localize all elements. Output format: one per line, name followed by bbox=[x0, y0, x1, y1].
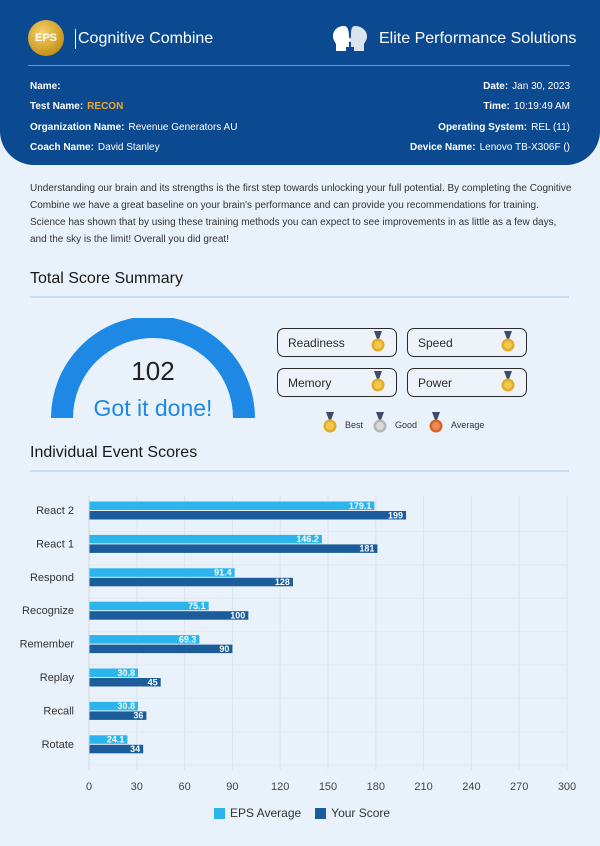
average-medal-icon bbox=[428, 412, 444, 434]
eps-average-bar bbox=[89, 502, 374, 511]
logo-text: EPS bbox=[34, 32, 57, 44]
organization-label: Organization Name: bbox=[30, 122, 125, 133]
category-label: React 2 bbox=[36, 505, 74, 517]
eps-average-swatch bbox=[214, 808, 225, 819]
x-tick-label: 150 bbox=[318, 781, 338, 793]
time-label: Time: bbox=[483, 101, 510, 112]
organization-field bbox=[30, 122, 237, 133]
eps-average-value-label: 69.3 bbox=[178, 634, 197, 645]
os-label: Operating System: bbox=[438, 122, 528, 133]
your-score-bar bbox=[89, 578, 293, 587]
best-medal-icon bbox=[500, 331, 516, 353]
events-title: Individual Event Scores bbox=[30, 444, 198, 461]
category-label: Recall bbox=[43, 705, 74, 718]
brain-heads-icon bbox=[330, 23, 370, 55]
os-field bbox=[438, 122, 570, 133]
date-field bbox=[483, 81, 570, 92]
date-value: Jan 30, 2023 bbox=[512, 81, 570, 92]
name-label: Name: bbox=[30, 81, 61, 92]
date-label: Date: bbox=[483, 81, 509, 92]
category-label: React 1 bbox=[36, 538, 74, 551]
eps-average-value-label: 179.1 bbox=[348, 500, 372, 511]
coach-label: Coach Name: bbox=[30, 142, 94, 153]
readiness-category bbox=[277, 328, 397, 357]
app-title: Cognitive Combine bbox=[78, 30, 214, 47]
readiness-label: Readiness bbox=[288, 336, 345, 350]
title-separator bbox=[75, 29, 76, 49]
eps-average-value-label: 91.4 bbox=[214, 567, 232, 578]
eps-average-bar bbox=[89, 568, 235, 577]
legend-good: Good bbox=[395, 420, 418, 430]
x-tick-label: 240 bbox=[462, 781, 481, 793]
legend-best: Best bbox=[345, 420, 364, 430]
intro-paragraph: Understanding our brain and its strengths is the first step towards unlocking your full potential. By completing the Cognitive Combine we have a great baseline on your brain's performance and can provide you recommendations for training. Science has shown that by using these training methods you can expect to see improvements in as little as a few days, and the sky is the limit! Overall you did great! bbox=[30, 183, 572, 245]
category-label: Remember bbox=[19, 638, 74, 651]
memory-label: Memory bbox=[288, 376, 332, 390]
best-medal-icon bbox=[370, 331, 386, 353]
good-medal-icon bbox=[372, 412, 388, 434]
x-tick-label: 210 bbox=[414, 781, 433, 793]
power-category bbox=[407, 368, 527, 397]
eps-average-value-label: 75.1 bbox=[188, 601, 206, 611]
chart-legend bbox=[214, 806, 390, 820]
your-score-value-label: 34 bbox=[130, 744, 141, 755]
your-score-value-label: 45 bbox=[147, 677, 158, 688]
x-tick-label: 270 bbox=[510, 781, 529, 793]
x-tick-label: 120 bbox=[271, 781, 290, 793]
best-medal-icon bbox=[500, 371, 516, 393]
legend-eps-average: EPS Average bbox=[230, 806, 302, 820]
x-tick-label: 300 bbox=[557, 781, 577, 793]
your-score-swatch bbox=[315, 808, 326, 819]
eps-average-bar bbox=[89, 535, 322, 544]
best-medal-icon bbox=[370, 371, 386, 393]
eps-average-value-label: 30.8 bbox=[117, 701, 136, 712]
your-score-value-label: 181 bbox=[359, 543, 375, 554]
test-name-label: Test Name: bbox=[30, 101, 84, 112]
your-score-value-label: 128 bbox=[274, 577, 290, 588]
eps-average-value-label: 30.8 bbox=[117, 667, 136, 678]
score-message: Got it done! bbox=[93, 395, 213, 421]
os-value: REL (11) bbox=[531, 122, 570, 133]
category-label: Respond bbox=[29, 571, 74, 584]
time-value: 10:19:49 AM bbox=[513, 101, 570, 112]
power-label: Power bbox=[418, 376, 453, 390]
eps-logo bbox=[28, 20, 64, 56]
device-field bbox=[410, 142, 570, 153]
event-scores-chart bbox=[0, 480, 600, 802]
speed-label: Speed bbox=[418, 336, 453, 350]
summary-title: Total Score Summary bbox=[30, 270, 183, 287]
x-tick-label: 90 bbox=[226, 781, 239, 793]
summary-rule bbox=[30, 296, 569, 298]
x-tick-label: 60 bbox=[178, 781, 191, 793]
header-divider bbox=[28, 65, 570, 66]
best-medal-icon bbox=[322, 412, 338, 434]
category-label: Replay bbox=[39, 672, 74, 684]
name-field bbox=[30, 81, 65, 92]
report-header bbox=[0, 0, 600, 165]
events-rule bbox=[30, 470, 569, 472]
your-score-bar bbox=[89, 611, 248, 620]
eps-average-value-label: 24.1 bbox=[106, 734, 125, 745]
coach-value: David Stanley bbox=[97, 142, 160, 153]
company-name: Elite Performance Solutions bbox=[379, 30, 577, 47]
your-score-value-label: 100 bbox=[230, 610, 246, 621]
x-tick-label: 30 bbox=[130, 781, 143, 793]
x-tick-label: 0 bbox=[85, 781, 93, 793]
x-tick-label: 180 bbox=[366, 781, 385, 793]
category-label: Rotate bbox=[41, 738, 74, 751]
coach-field bbox=[30, 142, 160, 153]
category-label: Recognize bbox=[22, 605, 74, 618]
test-name-value: RECON bbox=[87, 101, 124, 112]
your-score-bar bbox=[89, 544, 377, 553]
legend-average: Average bbox=[451, 420, 485, 430]
memory-category bbox=[277, 368, 397, 397]
your-score-value-label: 36 bbox=[133, 710, 144, 721]
legend-your-score: Your Score bbox=[331, 806, 391, 820]
your-score-value-label: 199 bbox=[388, 510, 404, 521]
eps-average-value-label: 146.2 bbox=[296, 534, 319, 545]
time-field bbox=[483, 101, 570, 112]
device-value: Lenovo TB-X306F () bbox=[479, 142, 570, 153]
organization-value: Revenue Generators AU bbox=[128, 122, 238, 133]
device-label: Device Name: bbox=[409, 142, 476, 153]
test-name-field bbox=[30, 101, 123, 112]
total-score: 102 bbox=[131, 356, 175, 386]
speed-category bbox=[407, 328, 527, 357]
your-score-value-label: 90 bbox=[219, 643, 230, 654]
your-score-bar bbox=[89, 511, 406, 520]
your-score-bar bbox=[89, 645, 232, 654]
